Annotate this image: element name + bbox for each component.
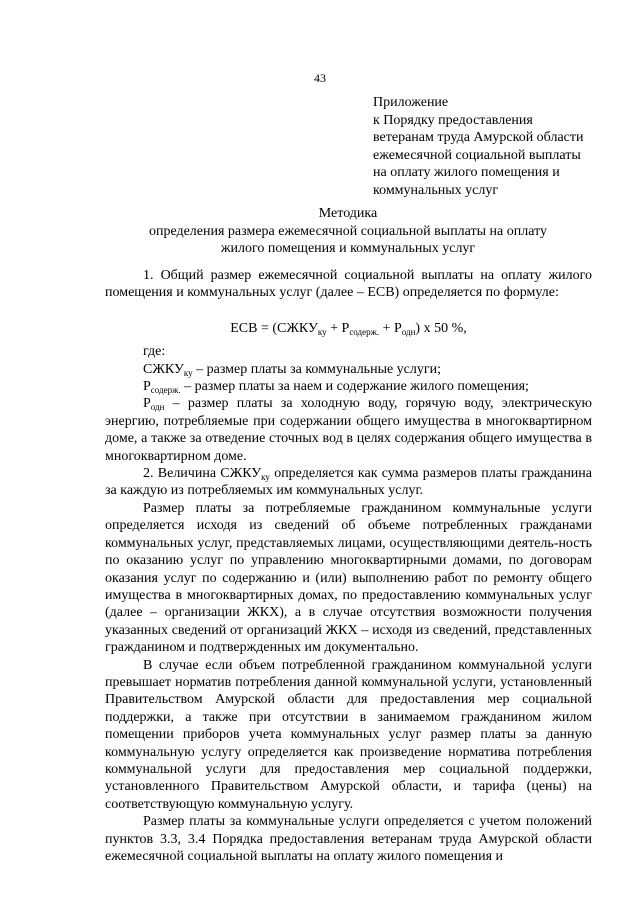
definition-1 [105, 361, 592, 378]
formula-subscript: содерж. [349, 326, 380, 337]
where-label: где: [143, 344, 166, 360]
title-line: жилого помещения и коммунальных услуг [220, 241, 476, 256]
appendix-line: на оплату жилого помещения и [373, 165, 560, 180]
paragraph-text: определяется как сумма размеров платы гражданина за каждую из потребляемых им коммунальных услуг. [105, 466, 593, 499]
formula [105, 320, 592, 337]
document-title [90, 205, 606, 258]
definition-text: – размер платы за холодную воду, горячую воду, электрическую энергию, потребляемые при содержании общего имущества в многоквартирном доме, а также за отведение сточных вод в целях содержания общего имущества в многоквартирном доме. [105, 396, 592, 464]
definition-subscript: содерж. [150, 385, 181, 396]
definition-text: – размер платы за наем и содержание жилого помещения; [180, 379, 529, 395]
formula-part: ) х 50 %, [415, 320, 467, 336]
definition-3 [105, 395, 592, 465]
paragraph-1: 1. Общий размер ежемесячной социальной выплаты на оплату жилого помещения и коммунальных услуг (далее – ЕСВ) определяется по формуле: [105, 268, 592, 301]
paragraph-subscript: ку [261, 472, 270, 483]
paragraph-2 [105, 465, 592, 500]
title-line: определения размера ежемесячной социальной выплаты на оплату [148, 223, 548, 239]
paragraph-4: В случае если объем потребленной гражданином коммунальной услуги превышает норматив потребления данной коммунальной услуги, установленный Правительством Амурской области для предоставления мер социальной поддержки, а также при отсутствии в занимаемом гражданином жилом помещении приборов учета коммунальных услуг размер платы за данную коммунальную услугу определяется как произведение норматива потребления коммунальной услуги для предоставления мер социальной поддержки, установленного Правительством Амурской области, и тарифа (цены) на соответствующую коммунальную услугу. [105, 657, 592, 812]
paragraph-text: 2. Величина СЖКУ [143, 466, 262, 482]
definition-text: – размер платы за коммунальные услуги; [192, 361, 442, 377]
appendix-line: Приложение [373, 95, 449, 110]
formula-part: ЕСВ = (СЖКУ [230, 320, 318, 336]
paragraph-3: Размер платы за потребляемые гражданином коммунальные услуги определяется исходя из сведений об объеме потребленных гражданами коммунальных услуг, представляемых лицами, осуществляющими деятель-ность по оказанию услуг по управлению многоквартирными домами, по договорам оказания услуг по содержанию и (или) выполнению работ по ремонту общего имущества в многоквартирных домах, по предоставлению коммунальных услуг (далее – организации ЖКХ), а в случае отсутствия возможности получения указанных сведений от организаций ЖКХ – исходя из сведений, представленных гражданином и подтвержденных им документально. [105, 500, 592, 656]
appendix-line: ежемесячной социальной выплаты [373, 147, 581, 163]
formula-part: + Р [326, 320, 350, 336]
definition-2 [105, 378, 592, 395]
appendix-header [373, 94, 623, 199]
definition-subscript: ку [183, 367, 193, 378]
definition-symbol: Р [143, 396, 151, 412]
definition-subscript: одн [150, 402, 165, 413]
page-number: 43 [314, 71, 326, 85]
formula-subscript: одн [401, 326, 416, 337]
formula-subscript: ку [317, 326, 327, 337]
title-line: Методика [318, 206, 378, 221]
appendix-line: коммунальных услуг [373, 182, 499, 198]
appendix-line: к Порядку предоставления [373, 112, 533, 128]
formula-part: + Р [379, 320, 402, 336]
paragraph-5: Размер платы за коммунальные услуги определяется с учетом положений пунктов 3.3, 3.4 Порядка предоставления ветеранам труда Амурской области ежемесячной социальной выплаты на оплату жилого помещения и [105, 814, 592, 864]
definition-symbol: СЖКУ [143, 361, 184, 377]
document-body [105, 267, 592, 865]
appendix-line: ветеранам труда Амурской области [373, 130, 584, 145]
definition-symbol: Р [143, 379, 151, 395]
